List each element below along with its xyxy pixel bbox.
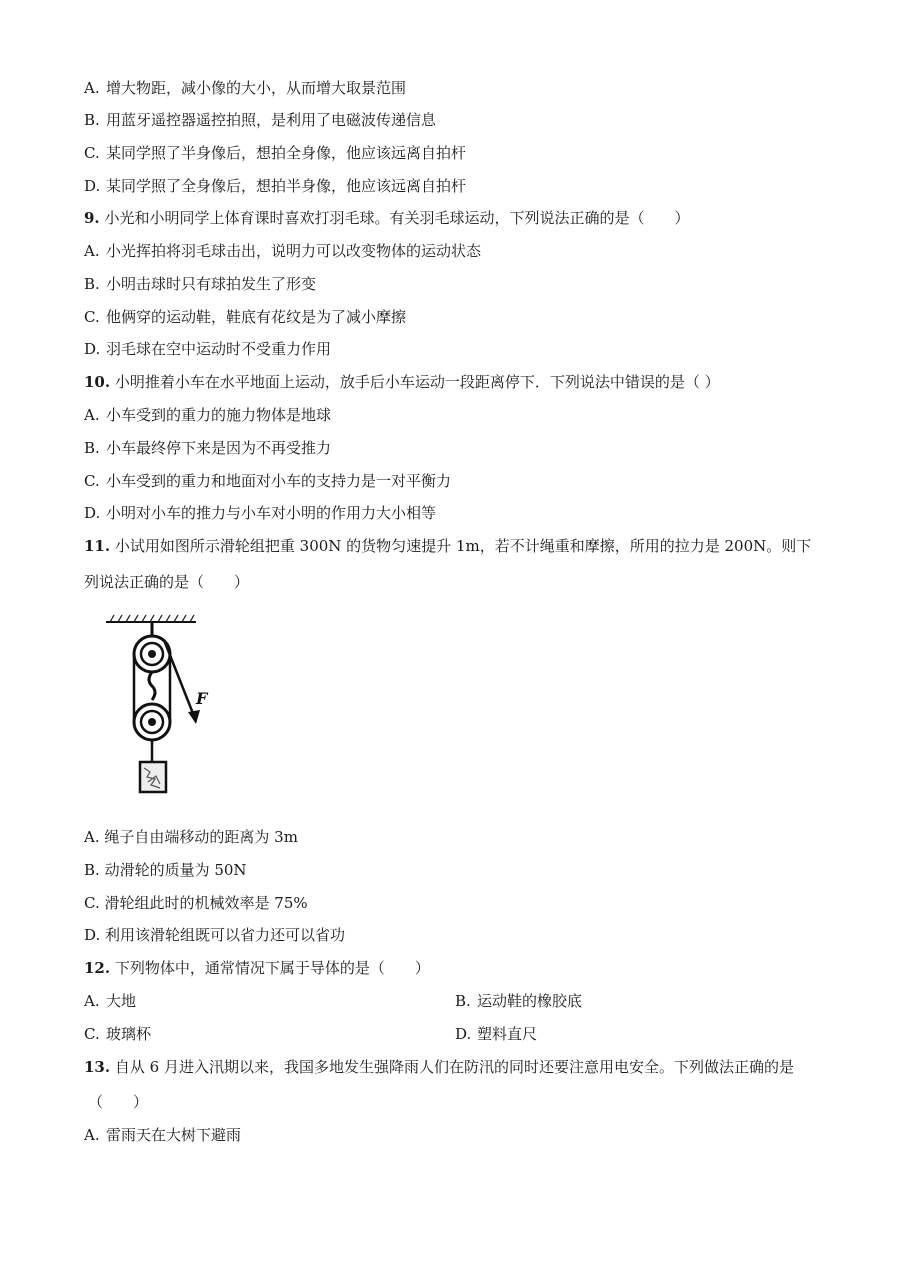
ceiling-hatch [106, 615, 196, 622]
q10-stem [84, 372, 720, 392]
option-key: C. [84, 472, 100, 490]
q11-option-c [84, 893, 308, 913]
q8-option-d [84, 176, 466, 196]
option-text: 滑轮组此时的机械效率是 75% [104, 894, 308, 912]
q10-option-c [84, 471, 451, 491]
option-text: 某同学照了半身像后，想拍全身像，他应该远离自拍杆 [106, 144, 467, 162]
q12-option-c [84, 1024, 151, 1044]
option-text: 利用该滑轮组既可以省力还可以省功 [105, 926, 346, 944]
option-text: 绳子自由端移动的距离为 3m [104, 828, 298, 846]
option-text: 小车受到的重力的施力物体是地球 [106, 406, 332, 424]
question-text: 自从 6 月进入汛期以来，我国多地发生强降雨人们在防汛的同时还要注意用电安全。下列做法正确的是 [114, 1058, 794, 1076]
q9-stem [84, 208, 689, 228]
q12-option-a [84, 991, 136, 1011]
q8-option-c [84, 143, 466, 163]
option-key: D. [84, 926, 101, 944]
q11-option-d [84, 925, 345, 945]
q11-stem-line2: 列说法正确的是（ ） [84, 573, 250, 591]
option-key: A. [84, 79, 100, 97]
option-text: 运动鞋的橡胶底 [477, 992, 583, 1010]
option-text: 塑料直尺 [477, 1025, 538, 1043]
option-key: B. [84, 111, 100, 129]
q9-option-d [84, 339, 331, 359]
pulley-system-figure [104, 612, 216, 798]
question-number: 13. [84, 1058, 111, 1076]
q13-stem-line1 [84, 1057, 794, 1077]
option-key: B. [455, 992, 471, 1010]
option-key: C. [84, 308, 100, 326]
option-key: D. [455, 1025, 472, 1043]
question-text: 下列物体中，通常情况下属于导体的是（ ） [114, 959, 430, 977]
q9-option-b [84, 274, 316, 294]
option-text: 小明击球时只有球拍发生了形变 [106, 275, 317, 293]
option-text: 小明对小车的推力与小车对小明的作用力大小相等 [106, 504, 437, 522]
q8-option-b [84, 110, 436, 130]
q10-option-b [84, 438, 331, 458]
q12-option-b [455, 991, 582, 1011]
question-text: 小明推着小车在水平地面上运动，放手后小车运动一段距离停下．下列说法中错误的是（ ） [114, 373, 720, 391]
option-text: 玻璃杯 [106, 1025, 152, 1043]
q10-option-a [84, 405, 331, 425]
option-key: A. [84, 828, 100, 846]
q9-option-c [84, 307, 406, 327]
option-key: C. [84, 1025, 100, 1043]
force-label: F [196, 689, 208, 708]
option-key: B. [84, 861, 100, 879]
option-text: 小车最终停下来是因为不再受推力 [106, 439, 332, 457]
option-text: 大地 [106, 992, 137, 1010]
cargo-box [140, 762, 166, 792]
question-number: 12. [84, 959, 111, 977]
option-key: A. [84, 992, 100, 1010]
option-key: B. [84, 439, 100, 457]
option-text: 增大物距，减小像的大小，从而增大取景范围 [106, 79, 407, 97]
option-text: 他俩穿的运动鞋，鞋底有花纹是为了减小摩擦 [106, 308, 407, 326]
q12-option-d [455, 1024, 537, 1044]
option-text: 小车受到的重力和地面对小车的支持力是一对平衡力 [106, 472, 452, 490]
question-number: 9. [84, 209, 100, 227]
q11-option-a [84, 827, 298, 847]
option-text: 用蓝牙遥控器遥控拍照，是利用了电磁波传递信息 [106, 111, 437, 129]
q9-option-a [84, 241, 481, 261]
question-text: 小试用如图所示滑轮组把重 300N 的货物匀速提升 1m，若不计绳重和摩擦，所用的拉力是 200N。则下 [114, 537, 812, 555]
q13-option-a [84, 1125, 241, 1145]
option-key: B. [84, 275, 100, 293]
question-text: 小光和小明同学上体育课时喜欢打羽毛球。有关羽毛球运动，下列说法正确的是（ ） [104, 209, 690, 227]
q8-option-a [84, 78, 406, 98]
option-key: D. [84, 340, 101, 358]
q11-option-b [84, 860, 247, 880]
q11-stem-line1 [84, 536, 811, 556]
option-key: C. [84, 894, 100, 912]
option-text: 某同学照了全身像后，想拍半身像，他应该远离自拍杆 [106, 177, 467, 195]
q10-option-d [84, 503, 436, 523]
option-key: D. [84, 504, 101, 522]
option-key: A. [84, 242, 100, 260]
option-key: C. [84, 144, 100, 162]
option-text: 羽毛球在空中运动时不受重力作用 [106, 340, 332, 358]
option-key: D. [84, 177, 101, 195]
q13-stem-line2: （ ） [88, 1093, 149, 1111]
option-text: 小光挥拍将羽毛球击出，说明力可以改变物体的运动状态 [106, 242, 482, 260]
option-key: A. [84, 1126, 100, 1144]
option-key: A. [84, 406, 100, 424]
q12-stem [84, 958, 430, 978]
movable-pulley [134, 704, 170, 740]
option-text: 动滑轮的质量为 50N [104, 861, 247, 879]
option-text: 雷雨天在大树下避雨 [106, 1126, 242, 1144]
question-number: 11. [84, 537, 111, 555]
question-number: 10. [84, 373, 111, 391]
